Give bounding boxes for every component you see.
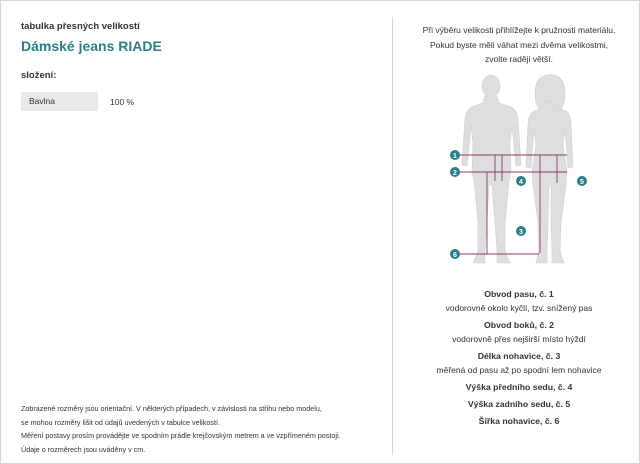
measurement-item <box>401 414 637 428</box>
svg-text:1: 1 <box>453 153 457 160</box>
marker-2 <box>450 167 460 177</box>
measurement-title: Výška předního sedu, č. 4 <box>465 382 573 392</box>
measurement-desc: měřená od pasu až po spodní lem nohavice <box>436 365 602 375</box>
elasticity-line: Pokud byste měli váhat mezi dvěma velikostmi, <box>429 39 609 50</box>
measurement-item <box>401 287 637 315</box>
product-title: Dámské jeans RIADE <box>21 38 162 54</box>
composition-label: složení: <box>21 70 57 81</box>
svg-text:3: 3 <box>519 229 523 236</box>
chart-subtitle: tabulka přesných velikostí <box>21 21 140 32</box>
measurement-desc: vodorovně okolo kyčlí, tzv. snížený pas <box>445 303 593 313</box>
left-column <box>21 21 376 111</box>
svg-text:6: 6 <box>453 252 457 259</box>
measurement-desc: vodorovně přes nejširší místo hýždí <box>452 334 586 344</box>
measurement-item <box>401 397 637 411</box>
composition-row <box>21 92 376 111</box>
marker-4 <box>516 176 526 186</box>
measurement-title: Výška zadního sedu, č. 5 <box>467 399 571 409</box>
elasticity-note <box>401 23 637 67</box>
female-silhouette-icon <box>526 75 573 264</box>
marker-5 <box>577 176 587 186</box>
measurement-list <box>401 287 637 431</box>
note-line: Zobrazené rozměry jsou orientační. V některých případech, v závislosti na střihu nebo modelu, <box>21 404 322 413</box>
elasticity-line: Při výběru velikosti přihlížejte k pružnosti materiálu. <box>422 25 616 35</box>
note-line: se mohou rozměry lišit od údajů uvedených v tabulce velikostí. <box>21 417 220 427</box>
right-column <box>401 23 637 67</box>
column-divider <box>392 17 393 455</box>
elasticity-line: zvolte raději větší. <box>484 54 554 64</box>
measurement-title: Obvod boků, č. 2 <box>484 320 554 330</box>
svg-text:4: 4 <box>519 179 523 186</box>
svg-text:5: 5 <box>580 179 584 186</box>
measurement-item <box>401 318 637 346</box>
body-figure <box>439 73 599 273</box>
marker-6 <box>450 249 460 259</box>
measurement-title: Délka nohavice, č. 3 <box>477 351 561 361</box>
measurement-title: Šířka nohavice, č. 6 <box>478 416 560 426</box>
marker-3 <box>516 226 526 236</box>
measurement-item <box>401 380 637 394</box>
measurement-title: Obvod pasu, č. 1 <box>484 289 554 299</box>
measurement-item <box>401 349 637 377</box>
measurement-notes <box>21 402 381 456</box>
marker-1 <box>450 150 460 160</box>
note-line: Údaje o rozměrech jsou uváděny v cm. <box>21 444 146 454</box>
male-silhouette-icon <box>462 75 521 263</box>
svg-text:2: 2 <box>453 170 457 177</box>
composition-material: Bavlna <box>21 92 98 111</box>
note-line: Měření postavy prosím provádějte ve spodním prádle krejčovským metrem a ve vzpřímeném postoji. <box>21 431 341 440</box>
composition-percent: 100 % <box>110 96 135 107</box>
